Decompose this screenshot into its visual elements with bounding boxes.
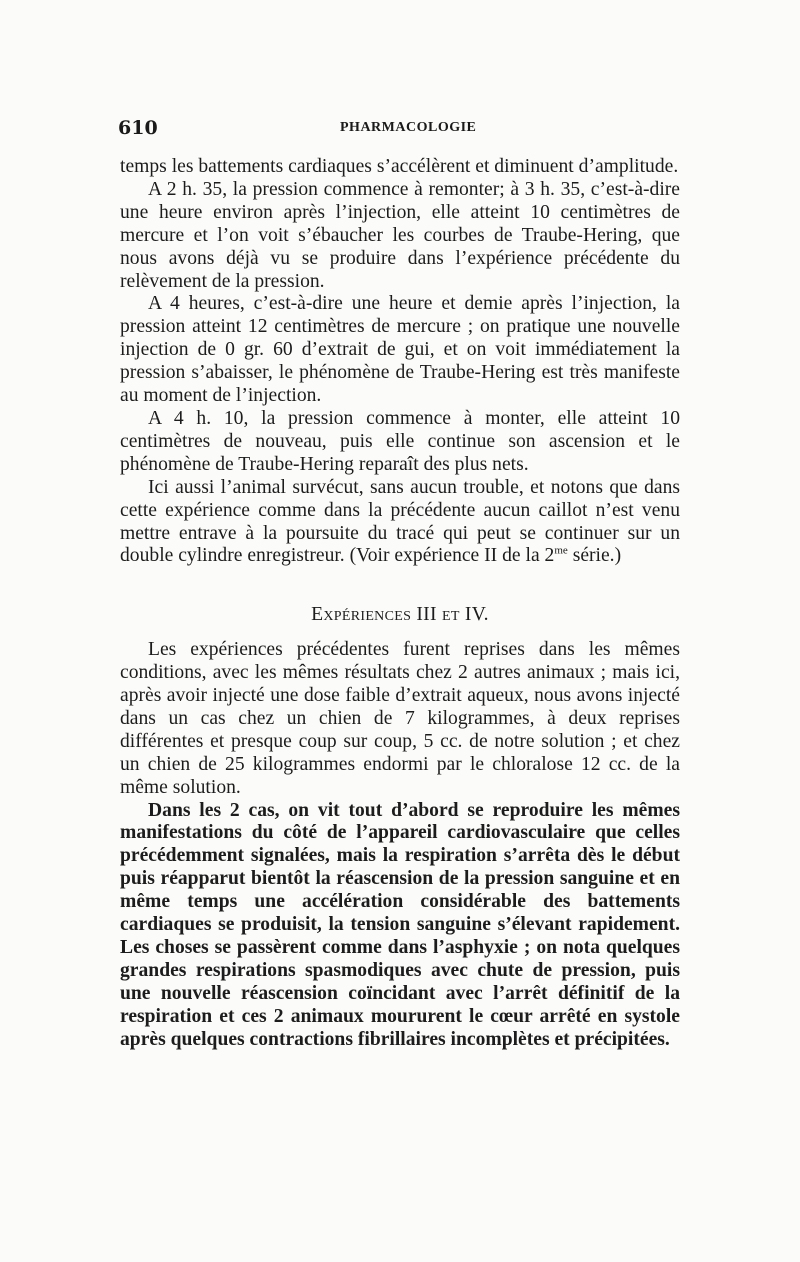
paragraph-tail: série.) <box>567 545 622 567</box>
section-title: Expériences III et IV. <box>311 604 489 626</box>
page-header <box>118 117 680 139</box>
paragraph-text: Ici aussi l’animal survécut, sans aucun trouble, et notons que dans cette expérience comme dans la précédente aucun caillot n’est venu mettre entrave à la poursuite du tracé qui peut se continuer sur un double cylindre enregistreur. (Voir expérience II de la 2 <box>120 476 680 567</box>
paragraph: Les expériences précédentes furent reprises dans les mêmes conditions, avec les mêmes résultats chez 2 autres animaux ; mais ici, après avoir injecté une dose faible d’extrait aqueux, nous avons injecté dans un cas chez un chien de 7 kilogrammes, à deux reprises différentes et presque coup sur coup, 5 cc. de notre solution ; et chez un chien de 25 kilogrammes endormi par le chloralose 12 cc. de la même solution. <box>120 639 680 798</box>
paragraph: A 4 heures, c’est-à-dire une heure et demie après l’injection, la pression atteint 12 centimètres de mercure ; on pratique une nouvelle injection de 0 gr. 60 d’extrait de gui, et on voit immédiatement la pression s’abaisser, le phénomène de Traube-Hering est très manifeste au moment de l’injection. <box>120 293 680 407</box>
running-head: PHARMACOLOGIE <box>340 120 477 135</box>
paragraph: A 4 h. 10, la pression commence à monter, elle atteint 10 centimètres de nouveau, puis elle continue son ascension et le phénomène de Traube-Hering reparaît des plus nets. <box>120 407 680 475</box>
paragraph: Dans les 2 cas, on vit tout d’abord se reproduire les mêmes manifestations du côté de l’appareil cardiovasculaire que celles précédemment signalées, mais la respiration s’arrêta dès le début puis réapparut bientôt la réascension de la pression sanguine et en même temps une accélération considérable des battements cardiaques se produisit, la tension sanguine s’élevant rapidement. Les choses se passèrent comme dans l’asphyxie ; on nota quelques grandes respirations spasmodiques avec chute de pression, puis une nouvelle réascension coïncidant avec l’arrêt définitif de la respiration et ces 2 animaux moururent le cœur arrêté en systole après quelques contractions fibrillaires incomplètes et précipitées. <box>120 799 680 1050</box>
body-text <box>120 156 680 1052</box>
paragraph: A 2 h. 35, la pression commence à remonter; à 3 h. 35, c’est-à-dire une heure environ après l’injection, elle atteint 10 centimètres de mercure et l’on voit s’ébaucher les courbes de Traube-Hering, que nous avons déjà vu se produire dans l’expérience précédente du relèvement de la pression. <box>120 178 680 292</box>
paragraph <box>120 477 680 569</box>
superscript: me <box>554 544 568 557</box>
page-number: 610 <box>118 117 158 139</box>
paragraph-continuation: temps les battements cardiaques s’accélèrent et diminuent d’amplitude. <box>120 156 679 177</box>
